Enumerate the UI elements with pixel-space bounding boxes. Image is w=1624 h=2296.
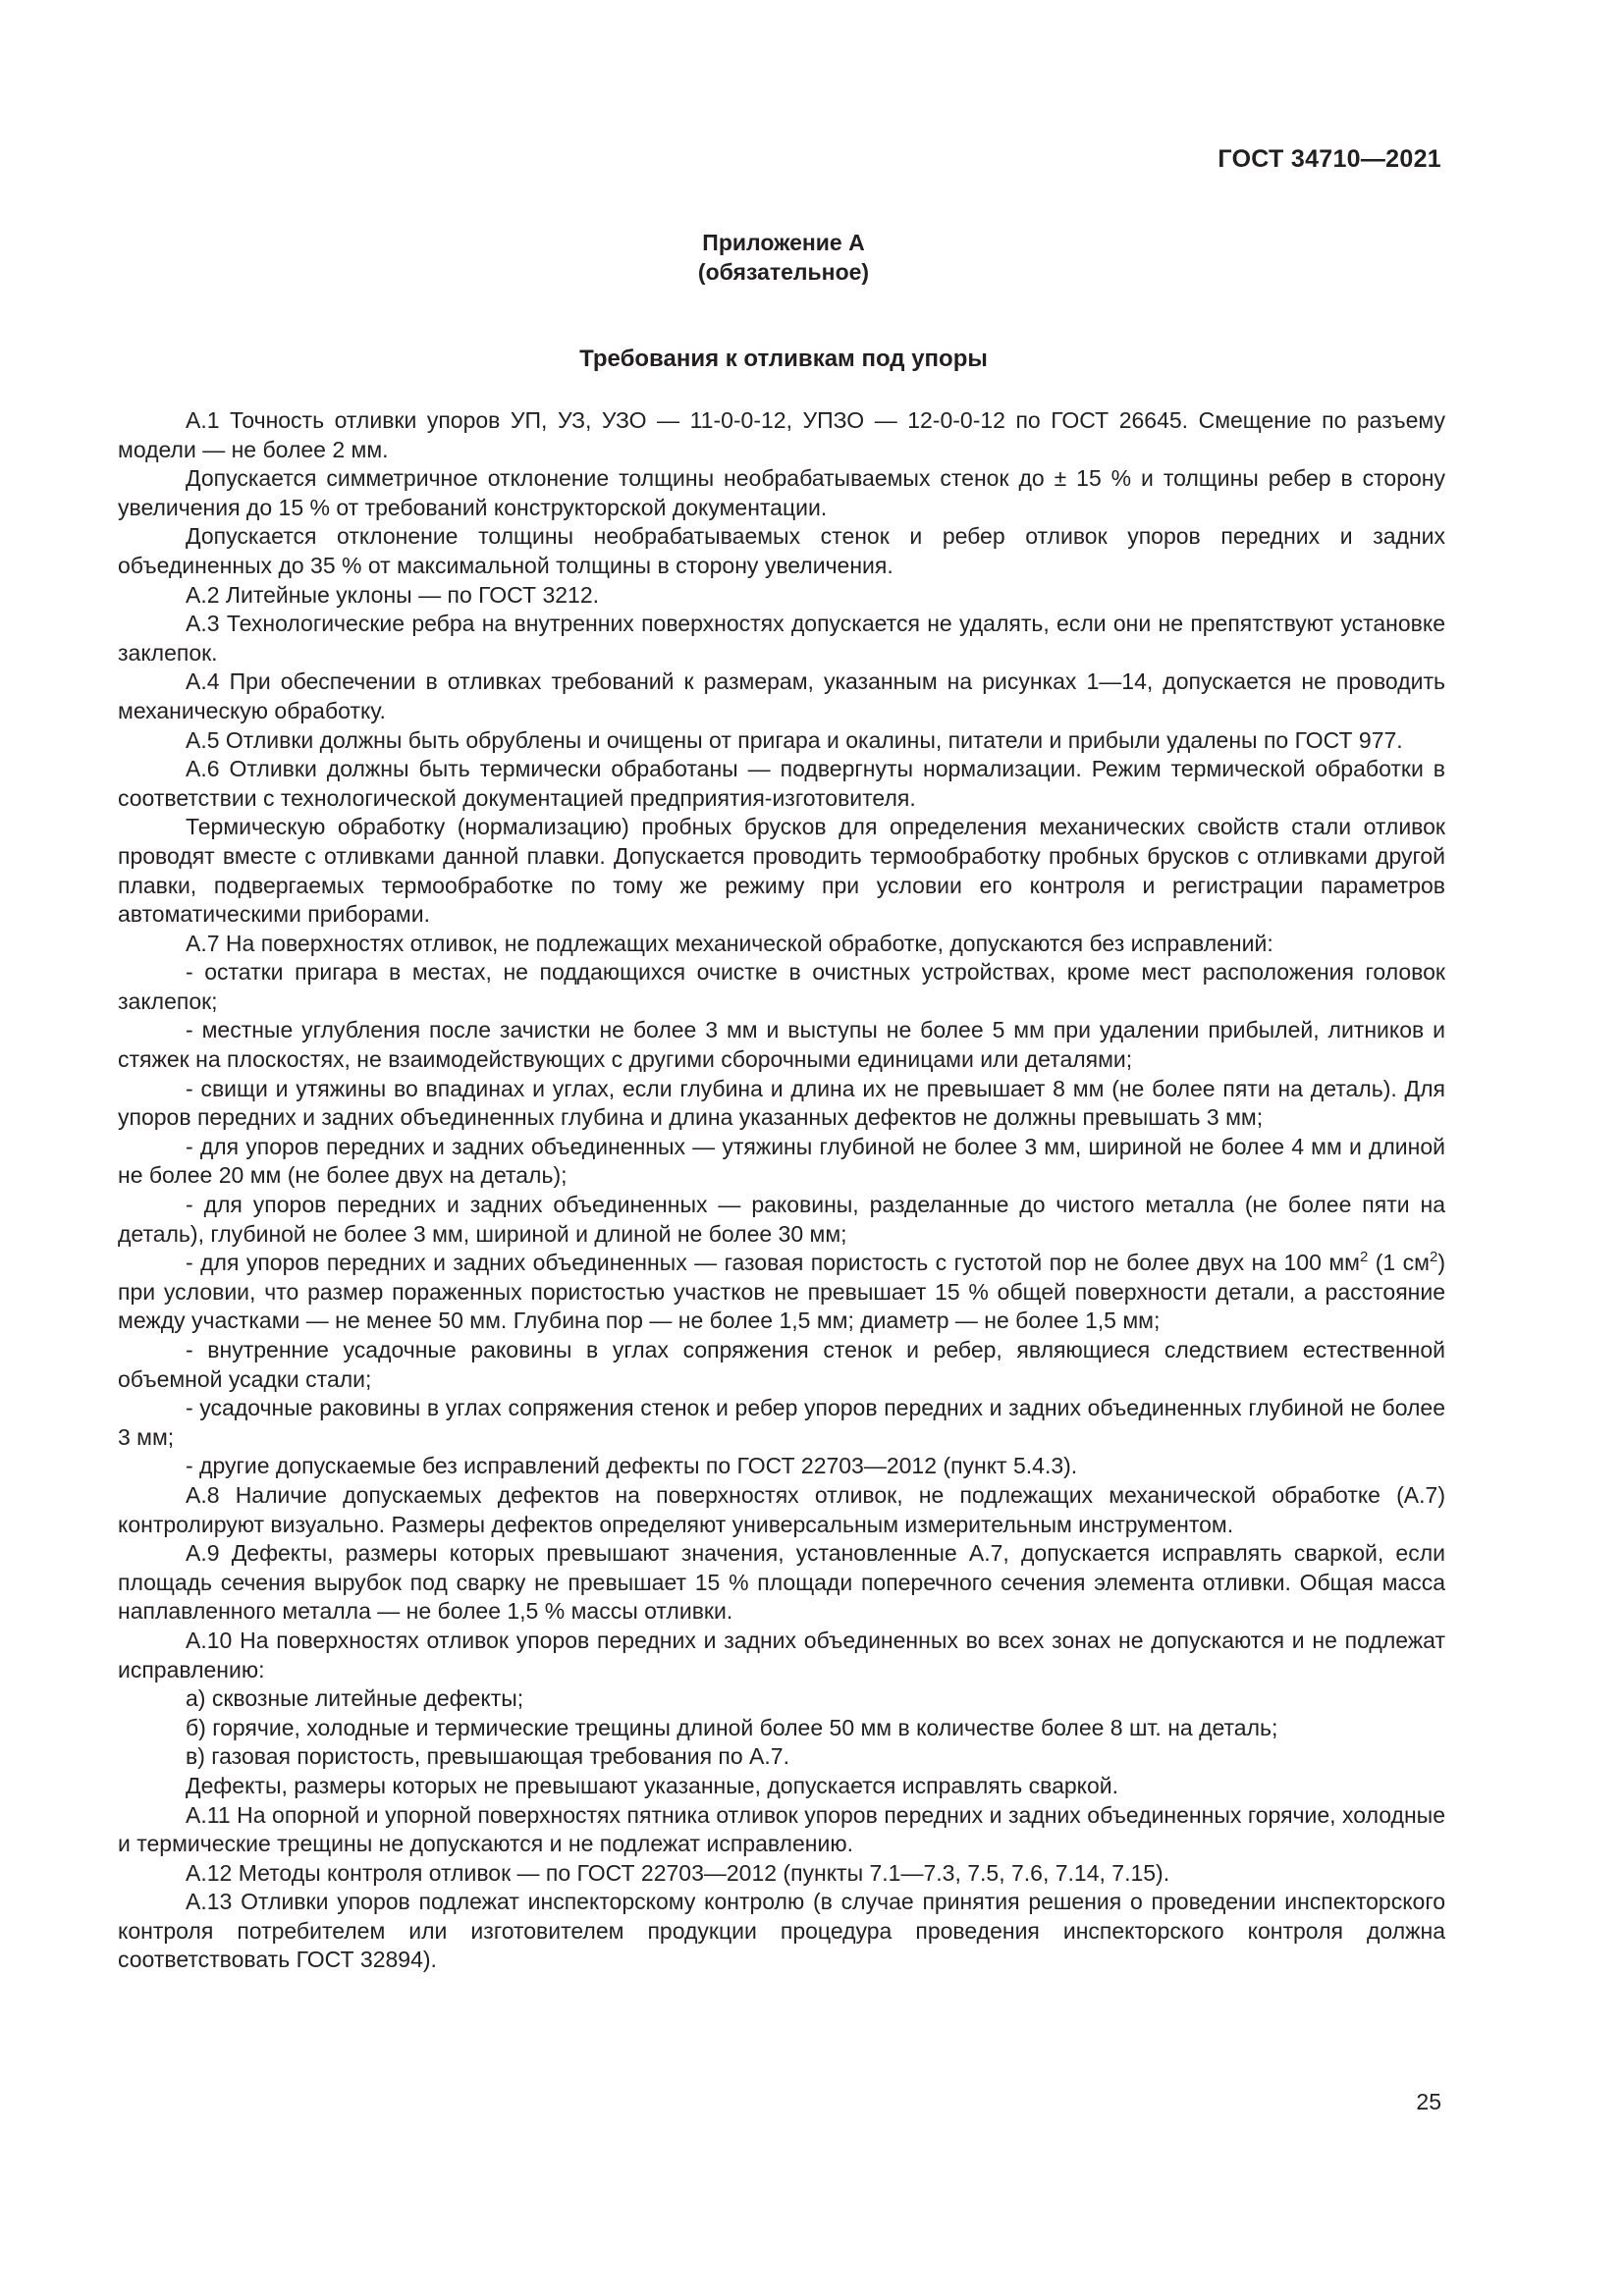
paragraph: А.7 На поверхностях отливок, не подлежащих механической обработке, допускаются без исправлений:: [186, 930, 1273, 956]
section-title: Требования к отливкам под упоры: [579, 346, 988, 372]
paragraph: А.9 Дефекты, размеры которых превышают значения, установленные А.7, допускается исправлять сваркой, если площадь сечения вырубок под сварку не превышает 15 % площади поперечного сечения элемента отливки. Общая масса наплавленного металла — не более 1,5 % массы отливки.: [118, 1540, 1445, 1625]
list-item: - другие допускаемые без исправлений дефекты по ГОСТ 22703—2012 (пункт 5.4.3).: [186, 1453, 1078, 1479]
paragraph: А.3 Технологические ребра на внутренних поверхностях допускается не удалять, если они не препятствуют установке заклепок.: [118, 611, 1445, 666]
list-item: - остатки пригара в местах, не поддающихся очистке в очистных устройствах, кроме мест расположения головок заклепок;: [118, 959, 1445, 1014]
paragraph: А.5 Отливки должны быть обрублены и очищены от пригара и окалины, питатели и прибыли удалены по ГОСТ 977.: [186, 726, 1403, 753]
list-item: б) горячие, холодные и термические трещины длиной более 50 мм в количестве более 8 шт. на деталь;: [186, 1714, 1278, 1740]
appendix-status: (обязательное): [697, 259, 870, 285]
superscript: 2: [1430, 1249, 1438, 1266]
list-item: - внутренние усадочные раковины в углах сопряжения стенок и ребер, являющиеся следствием естественной объемной усадки стали;: [118, 1337, 1445, 1392]
superscript: 2: [1359, 1249, 1369, 1266]
paragraph: А.10 На поверхностях отливок упоров передних и задних объединенных во всех зонах не допускаются и не подлежат исправлению:: [118, 1627, 1445, 1682]
text-run: (1 см: [1368, 1250, 1430, 1276]
list-item: - местные углубления после зачистки не более 3 мм и выступы не более 5 мм при удалении прибылей, литников и стяжек на плоскостях, не взаимодействующих с другими сборочными единицами или деталями;: [118, 1017, 1445, 1073]
paragraph: А.2 Литейные уклоны — по ГОСТ 3212.: [186, 581, 600, 608]
list-item: а) сквозные литейные дефекты;: [186, 1685, 524, 1712]
list-item: - усадочные раковины в углах сопряжения стенок и ребер упоров передних и задних объединенных глубиной не более 3 мм;: [118, 1395, 1445, 1450]
appendix-label: Приложение А: [702, 230, 865, 255]
standard-designation: ГОСТ 34710—2021: [1218, 145, 1441, 173]
paragraph: А.13 Отливки упоров подлежат инспекторскому контролю (в случае принятия решения о проведении инспекторского контроля потребителем или изготовителем продукции процедура проведения инспекторского контроля должна соответствовать ГОСТ 32894).: [118, 1889, 1445, 1973]
text-run: ) при условии, что размер пораженных пористостью участков не превышает 15 % общей поверхности детали, а расстояние между участками — не менее 50 мм. Глубина пор — не более 1,5 мм; диаметр — не более 1,5 мм;: [118, 1250, 1446, 1334]
paragraph: Термическую обработку (нормализацию) пробных брусков для определения механических свойств стали отливок проводят вместе с отливками данной плавки. Допускается проводить термообработку пробных брусков с отливками другой плавки, подвергаемых термообработке по тому же режиму при условии его контроля и регистрации параметров автоматическими приборами.: [118, 814, 1445, 928]
paragraph: А.4 При обеспечении в отливках требований к размерам, указанным на рисунках 1—14, допускается не проводить механическую обработку.: [118, 668, 1445, 723]
appendix-heading: [0, 228, 1567, 287]
list-item: в) газовая пористость, превышающая требования по А.7.: [186, 1743, 789, 1770]
paragraph: Дефекты, размеры которых не превышают указанные, допускается исправлять сваркой.: [186, 1772, 1119, 1798]
paragraph: Допускается отклонение толщины необрабатываемых стенок и ребер отливок упоров передних и задних объединенных до 35 % от максимальной толщины в сторону увеличения.: [118, 523, 1445, 578]
list-item: - свищи и утяжины во впадинах и углах, если глубина и длина их не превышает 8 мм (не более пяти на деталь). Для упоров передних и задних объединенных глубина и длина указанных дефектов не должны превышать 3 мм;: [118, 1075, 1445, 1131]
paragraph: А.8 Наличие допускаемых дефектов на поверхностях отливок, не подлежащих механической обработке (А.7) контролируют визуально. Размеры дефектов определяют универсальным измерительным инструментом.: [118, 1481, 1445, 1537]
list-item: - для упоров передних и задних объединенных — раковины, разделанные до чистого металла (не более пяти на деталь), глубиной не более 3 мм, шириной и длиной не более 30 мм;: [118, 1192, 1445, 1247]
paragraph: Допускается симметричное отклонение толщины необрабатываемых стенок до ± 15 % и толщины ребер в сторону увеличения до 15 % от требований конструкторской документации.: [118, 465, 1445, 520]
document-body: [118, 406, 1445, 1975]
paragraph: А.1 Точность отливки упоров УП, УЗ, УЗО — 11-0-0-12, УПЗО — 12-0-0-12 по ГОСТ 26645. Смещение по разъему модели — не более 2 мм.: [118, 407, 1445, 462]
paragraph: А.11 На опорной и упорной поверхностях пятника отливок упоров передних и задних объединенных горячие, холодные и термические трещины не допускаются и не подлежат исправлению.: [118, 1801, 1445, 1857]
list-item: - для упоров передних и задних объединенных — утяжины глубиной не более 3 мм, шириной не более 4 мм и длиной не более 20 мм (не более двух на деталь);: [118, 1133, 1445, 1189]
text-run: - для упоров передних и задних объединенных — газовая пористость с густотой пор не более двух на 100 мм: [186, 1250, 1360, 1276]
paragraph: А.6 Отливки должны быть термически обработаны — подвергнуты нормализации. Режим термической обработки в соответствии с технологической документацией предприятия-изготовителя.: [118, 756, 1445, 811]
page-number: 25: [1416, 2089, 1441, 2114]
list-item: [118, 1249, 1445, 1336]
paragraph: А.12 Методы контроля отливок — по ГОСТ 22703—2012 (пункты 7.1—7.3, 7.5, 7.6, 7.14, 7.15).: [186, 1859, 1170, 1886]
